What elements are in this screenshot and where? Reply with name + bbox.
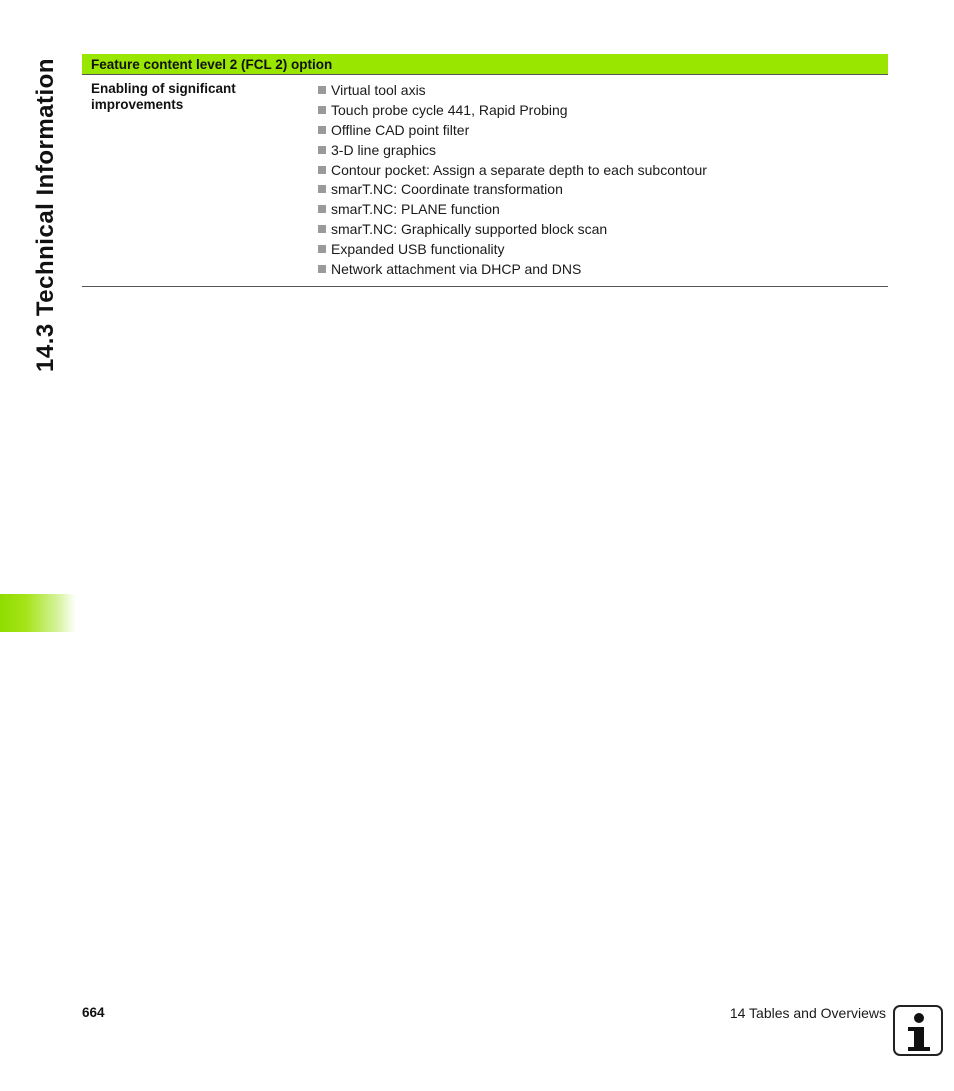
list-item-text: smarT.NC: PLANE function bbox=[331, 201, 500, 218]
list-item-text: smarT.NC: Graphically supported block scan bbox=[331, 220, 608, 237]
section-title: 14.3 Technical Information bbox=[32, 58, 59, 372]
list-item bbox=[318, 219, 888, 240]
list-item-text: Network attachment via DHCP and DNS bbox=[331, 260, 582, 277]
list-item-text: smarT.NC: Coordinate transformation bbox=[331, 181, 563, 198]
chapter-tab-marker bbox=[0, 594, 76, 632]
list-item-text: Contour pocket: Assign a separate depth to each subcontour bbox=[331, 161, 707, 178]
square-bullet-icon bbox=[318, 106, 326, 114]
list-item-text: Expanded USB functionality bbox=[331, 240, 505, 257]
info-icon-serif-bottom bbox=[908, 1047, 930, 1051]
section-title-vertical bbox=[26, 52, 66, 372]
list-item bbox=[318, 159, 888, 180]
chapter-footer-label: 14 Tables and Overviews bbox=[729, 1005, 886, 1021]
list-item bbox=[318, 120, 888, 141]
feature-table bbox=[82, 54, 888, 287]
square-bullet-icon bbox=[318, 166, 326, 174]
list-item-text: Touch probe cycle 441, Rapid Probing bbox=[331, 102, 568, 119]
table-header: Feature content level 2 (FCL 2) option bbox=[82, 54, 888, 75]
square-bullet-icon bbox=[318, 225, 326, 233]
square-bullet-icon bbox=[318, 185, 326, 193]
list-item bbox=[318, 179, 888, 200]
list-item bbox=[318, 258, 888, 279]
info-icon-dot bbox=[914, 1013, 924, 1023]
page-number: 664 bbox=[82, 1005, 105, 1020]
list-item-text: 3-D line graphics bbox=[331, 141, 437, 158]
square-bullet-icon bbox=[318, 146, 326, 154]
list-item bbox=[318, 100, 888, 121]
info-icon bbox=[893, 1005, 943, 1056]
square-bullet-icon bbox=[318, 126, 326, 134]
list-item-text: Offline CAD point filter bbox=[331, 121, 470, 138]
square-bullet-icon bbox=[318, 245, 326, 253]
table-row bbox=[82, 75, 888, 287]
square-bullet-icon bbox=[318, 265, 326, 273]
square-bullet-icon bbox=[318, 205, 326, 213]
feature-list bbox=[318, 81, 888, 279]
list-item bbox=[318, 199, 888, 220]
square-bullet-icon bbox=[318, 86, 326, 94]
list-item bbox=[318, 80, 888, 101]
list-item-text: Virtual tool axis bbox=[331, 82, 426, 99]
list-item bbox=[318, 238, 888, 259]
list-item bbox=[318, 139, 888, 160]
info-icon-stem bbox=[914, 1027, 924, 1049]
row-label: Enabling of significant improvements bbox=[91, 81, 236, 112]
